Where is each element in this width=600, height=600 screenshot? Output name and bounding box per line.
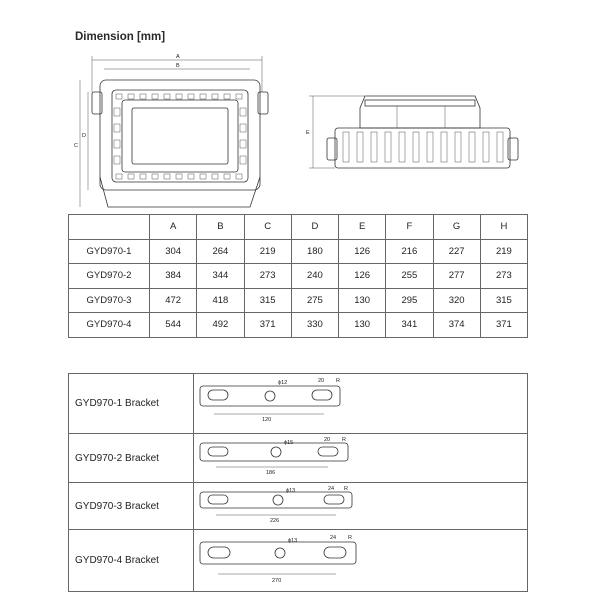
table-header-cell: A xyxy=(150,215,197,240)
bracket-drawing xyxy=(194,434,534,477)
table-cell: 315 xyxy=(480,288,527,313)
bracket-row xyxy=(69,434,528,483)
bracket-slot: 24 xyxy=(328,486,335,492)
bracket-label: GYD970-1 Bracket xyxy=(69,374,194,434)
table-cell: 374 xyxy=(433,313,480,338)
table-cell: 126 xyxy=(339,239,386,264)
table-cell: 180 xyxy=(291,239,338,264)
dim-label-c: C xyxy=(74,143,78,149)
dimension-table xyxy=(68,214,528,338)
table-cell: 304 xyxy=(150,239,197,264)
bracket-row xyxy=(69,483,528,530)
table-cell: 240 xyxy=(291,264,338,289)
bracket-r: R xyxy=(344,486,348,492)
table-cell: 273 xyxy=(244,264,291,289)
bracket-label: GYD970-4 Bracket xyxy=(69,530,194,592)
table-cell: 544 xyxy=(150,313,197,338)
bracket-length: 186 xyxy=(266,470,276,476)
bracket-slot: 20 xyxy=(318,378,325,384)
table-cell: 264 xyxy=(197,239,244,264)
table-cell: 330 xyxy=(291,313,338,338)
bracket-hole: ϕ13 xyxy=(286,488,296,494)
table-cell: 320 xyxy=(433,288,480,313)
table-cell-model: GYD970-3 xyxy=(69,288,150,313)
bracket-drawing-cell xyxy=(194,530,528,592)
table-cell: 126 xyxy=(339,264,386,289)
table-header-row xyxy=(69,215,528,240)
dim-label-d: D xyxy=(82,133,86,139)
table-cell: 472 xyxy=(150,288,197,313)
table-cell: 227 xyxy=(433,239,480,264)
table-cell: 130 xyxy=(339,313,386,338)
table-header-cell: B xyxy=(197,215,244,240)
table-cell: 315 xyxy=(244,288,291,313)
front-view-drawing xyxy=(70,52,285,212)
bracket-drawing xyxy=(194,374,534,428)
table-cell-model: GYD970-4 xyxy=(69,313,150,338)
bracket-table xyxy=(68,373,528,592)
bracket-hole: ϕ12 xyxy=(278,380,288,386)
table-cell-model: GYD970-2 xyxy=(69,264,150,289)
bracket-slot: 20 xyxy=(324,437,331,443)
table-header-cell: H xyxy=(480,215,527,240)
table-cell: 255 xyxy=(386,264,433,289)
bracket-row xyxy=(69,530,528,592)
bracket-length: 226 xyxy=(270,518,280,524)
table-cell: 219 xyxy=(480,239,527,264)
side-view-drawing xyxy=(305,88,520,178)
bracket-r: R xyxy=(336,378,340,384)
bracket-slot: 24 xyxy=(330,535,337,541)
table-row xyxy=(69,264,528,289)
page-title: Dimension [mm] xyxy=(75,31,166,43)
bracket-length: 120 xyxy=(262,417,272,423)
table-cell: 219 xyxy=(244,239,291,264)
bracket-drawing-cell xyxy=(194,483,528,530)
table-cell: 130 xyxy=(339,288,386,313)
table-cell: 273 xyxy=(480,264,527,289)
table-row xyxy=(69,288,528,313)
bracket-row xyxy=(69,374,528,434)
table-row xyxy=(69,313,528,338)
table-cell: 492 xyxy=(197,313,244,338)
table-header-cell: E xyxy=(339,215,386,240)
table-cell: 384 xyxy=(150,264,197,289)
table-row xyxy=(69,239,528,264)
table-cell: 371 xyxy=(480,313,527,338)
table-cell: 277 xyxy=(433,264,480,289)
table-header-cell: G xyxy=(433,215,480,240)
bracket-drawing-cell xyxy=(194,434,528,483)
table-cell: 216 xyxy=(386,239,433,264)
bracket-label: GYD970-2 Bracket xyxy=(69,434,194,483)
table-cell: 418 xyxy=(197,288,244,313)
table-cell: 344 xyxy=(197,264,244,289)
table-header-cell: C xyxy=(244,215,291,240)
dim-label-e: E xyxy=(306,130,310,136)
bracket-hole: ϕ15 xyxy=(284,440,294,446)
table-header-cell xyxy=(69,215,150,240)
table-header-cell: F xyxy=(386,215,433,240)
bracket-label: GYD970-3 Bracket xyxy=(69,483,194,530)
table-cell: 275 xyxy=(291,288,338,313)
bracket-r: R xyxy=(348,535,352,541)
bracket-hole: ϕ13 xyxy=(288,538,298,544)
table-cell: 341 xyxy=(386,313,433,338)
bracket-drawing xyxy=(194,483,534,524)
bracket-drawing xyxy=(194,530,534,586)
bracket-length: 270 xyxy=(272,578,282,584)
dim-label-b: B xyxy=(176,63,180,69)
dim-label-a: A xyxy=(176,54,180,60)
bracket-drawing-cell xyxy=(194,374,528,434)
table-cell-model: GYD970-1 xyxy=(69,239,150,264)
table-cell: 295 xyxy=(386,288,433,313)
table-cell: 371 xyxy=(244,313,291,338)
bracket-r: R xyxy=(342,437,346,443)
table-header-cell: D xyxy=(291,215,338,240)
